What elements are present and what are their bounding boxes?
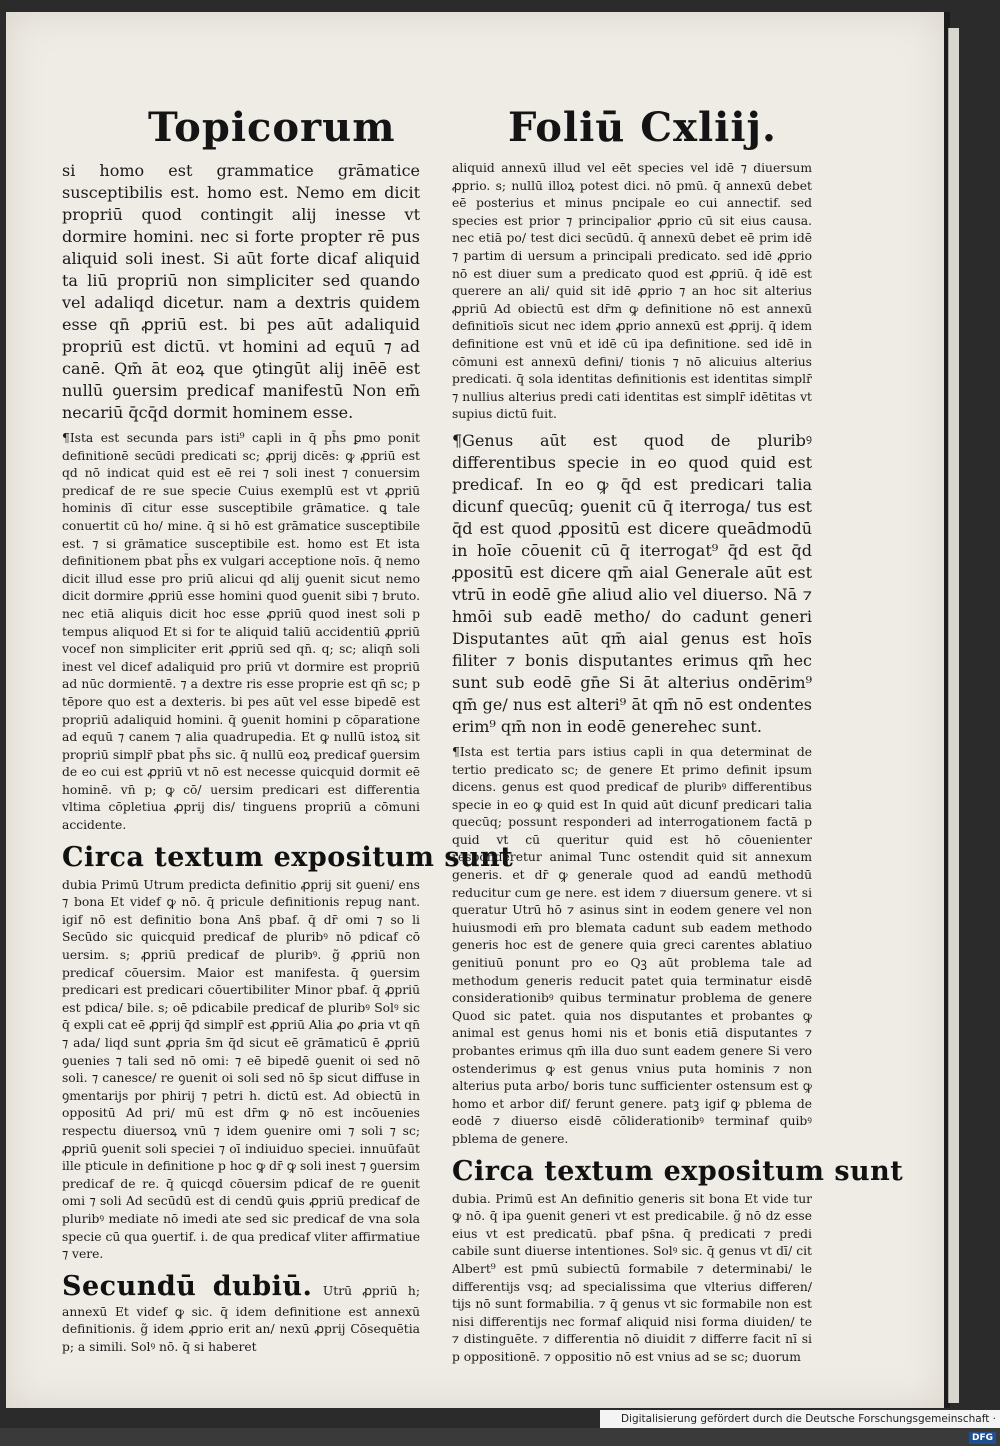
- right-column: [452, 160, 904, 1373]
- section-heading: Circa textum expositum sunt: [452, 1155, 904, 1187]
- funding-footer: [600, 1410, 1000, 1443]
- running-head-left: Topicorum: [148, 104, 396, 151]
- folio-number: Foliū Cxliij.: [508, 104, 777, 151]
- commentary-paragraph: aliquid annexū illud vel eēt species vel idē ⁊ diuersum ꝓprio. s; nullū illoꝝ potest dici. nō pmū. q̄ annexū debet eē posterius et minus pncipale eo cui annectif. sed species est prior ⁊ principalior ꝓprio cū sit eius causa. nec etiā po/ test dici secūdū. q̄ annexū debet eē prim idē ⁊ partim di uersum a principali predicato. sed idē ꝓprio nō est diuer sum a predicato quod est ꝓpriū. q̄ idē est querere an ali/ quid sit idē ꝓprio ⁊ an hoc sit alterius ꝓpriū Ad obiectū est dr̄m ꝙ definitione nō est annexū definitioīs sicut nec idem ꝓprio annexū est ꝓprij. q̄ idem definitione est vnū et idē cū ipa definitione. sed idē in cōmuni est annexū defini/ tionis ⁊ nō alicuius alterius predicati. q̄ sola identitas definitionis est identitas simplr̄ ⁊ nullius alterius predi cati identitas est simplr̄ idētitas vt supius dictū fuit.: [452, 161, 812, 422]
- section-heading: Circa textum expositum sunt: [62, 841, 514, 873]
- commentary-paragraph: dubia Primū Utrum predicta definitio ꝓprij sit ꝯueni/ ens ⁊ bona Et videf ꝙ nō. q̄ pricule definitionis repug nant. igif nō est definitio bona Ans̄ pbaf. q̄ dr̄ omi ⁊ so li Secūdo sic quicquid predicaf de pluribꝰ nō pdicaf cō uersim. s; ꝓpriū predicaf de pluribꝰ. g̃ ꝓpriū non predicaf cōuersim. Maior est manifesta. q̄ ꝯuersim predicari est predicari cōuertibiliter Minor pbaf. q̄ ꝓpriū est pdica/ bile. s; oē pdicabile predicaf de pluribꝰ Solꝰ sic q̄ expli cat eē ꝓprij q̄d simplr̄ est ꝓpriū Alia ꝓo ꝓria vt qn̄ ⁊ ada/ liqd sunt ꝓpria s̄m q̄d sicut eē grāmaticū ē ꝓpriū ꝯuenies ⁊ tali sed nō omi: ⁊ eē bipedē ꝯuenit oi sed nō soli. ⁊ canesce/ re ꝯuenit oi soli sed nō s̄p sicut diffuse in ꝯmentarijs por phirij ⁊ petri h. dictū est. Ad obiectū in oppositū Ad pri/ mū est dr̄m ꝙ nō est incōuenies respectu diuersoꝝ vnū ⁊ idem ꝯuenire omi ⁊ soli ⁊ sc; ꝓpriū ꝯuenit soli speciei ⁊ oī indiuiduo speciei. innuūfaūt ille pticule in definitione p hoc ꝙ dr̄ ꝙ soli inest ⁊ ꝯuersim predicaf de re. q̄ quicqd cōuersim pdicaf de re ꝯuenit omi ⁊ soli Ad secūdū est di cendū ꝙuis ꝓpriū predicaf de pluribꝰ mediate nō imedi ate sed sic predicaf de vna sola specie cū qua ꝯuertif. i. de qua predicaf vliter affirmatiue ⁊ vere.: [62, 877, 420, 1262]
- commentary-paragraph: Utrū ꝓpriū h; annexū Et videf ꝙ sic. q̄ idem definitione est annexū definitionis. g̃ idem ꝓprio erit an/ nexū ꝓprij Cōsequētia p; a simili. Solꝰ nō. q̄ si haberet: [62, 1283, 420, 1354]
- commentary-paragraph: ¶Ista est secunda pars isti⁹ capli in q̄ ph̄s ꝑmo ponit definitionē secūdi predicati sc; ꝓprij dicēs: ꝙ ꝓpriū est qd nō indicat quid est eē rei ⁊ soli inest ⁊ conuersim predicaf de re sue specie Cuius exemplū est vt ꝓpriū hominis dī citur esse susceptibile grāmatice. ꝗ tale conuertit cū ho/ mine. q̄ si hō est grāmatice susceptibile est. ⁊ si grāmatice susceptibile est. homo est Et ista definitionem pbat ph̄s ex vulgari acceptione noīs. q̄ nemo dicit illud esse pro priū alicui qd alij ꝯuenit sicut nemo dicit dormire ꝓpriū esse homini quod ꝯuenit sibi ⁊ bruto. nec etiā aliquis dicit hoc esse ꝓpriū quod inest soli p tempus aliquod Et si for te aliquid taliū accidentiū ꝓpriū vocef non simpliciter erit ꝓpriū sed qn̄. q; sc; aliqn̄ soli inest vel dicef adaliquid pro priū vt dormire est propriū ad nūc dormientē. ⁊ a dextre ris esse proprie est qn̄ sc; p tēpore quo est a dexteris. bi pes aūt vel esse bipedē est propriū adaliquid homini. q̄ ꝯuenit homini p cōparatione ad equū ⁊ canem ⁊ alia quadrupedia. Et ꝙ nullū istoꝝ sit propriū simplr̄ pbat ph̄s sic. q̄ nullū eoꝝ predicaf ꝯuersim de eo cui est ꝓpriū vt nō est necesse quicquid dormit eē hominē. vn̄ p; ꝙ cō/ uersim predicari est differentia vltima cōpletiua ꝓprij dis/ tinguens propriū a cōmuni accidente.: [62, 431, 420, 833]
- text-paragraph: ¶Genus aūt est quod de pluribꝰ differentibus specie in eo quod quid est predicaf. In eo ꝙ q̄d est predicari talia dicunf quecūq; ꝯuenit cū q̄ iterroga/ tus est q̄d est quod ꝓpositū est dicere queādmodū in hoīe cōuenit cū q̄ iterrogat⁹ q̄d est q̄d ꝓpositū est dicere qm̄ aial Generale aūt est vtrū in eodē gn̄e aliud alio vel diuerso. Nā ⁊ hmōi sub eadē metho/ do cadunt generi Disputantes aūt qm̄ aial genus est hoīs filiter ⁊ bonis disputantes erimus qm̄ hec sunt sub eodē gn̄e Si āt alterius ondērim⁹ qm̄ ge/ nus est alteri⁹ āt qm̄ nō est ondentes erim⁹ qm̄ non in eodē generehec sunt.: [452, 430, 812, 736]
- left-column: [62, 160, 514, 1363]
- commentary-paragraph: ¶Ista est tertia pars istius capli in qua determinat de tertio predicato sc; de genere Et primo definit ipsum dicens. genus est quod predicaf de pluribꝰ differentibus specie in eo ꝙ quid est In quid aūt dicunf predicari talia quecūq; possunt responderi ad interrogationem factā p quid vt cū queritur quid est hō cōuenienter responderetur animal Tunc ostendit quid sit annexum generis. et dr̄ ꝙ generale quod ad eandū methodū reducitur cum ge nere. est idem ⁊ diuersum genere. vt si queratur Utrū hō ⁊ asinus sint in eodem genere vel non huiusmodi em̄ pro blemata cadunt sub eadem methodo generis hoc est de genere quia greci carentes ablatiuo genitiuū ponunt pro eo Qꝫ aūt problema tale ad methodum generis reducit patet quia terminatur eisdē considerationibꝰ quibus terminatur problema de genere Quod sic patet. quia nos disputantes et probantes ꝙ animal est genus homi nis et bonis etiā disputantes ⁊ probantes erimus qm̄ illa duo sunt eadem genere Si vero ostenderimus ꝙ est genus vnius puta hominis ⁊ non alterius puta arbo/ boris tunc sufficienter ostensum est ꝙ homo et arbor dif/ ferunt genere. patꝫ igif ꝙ pblema de eodē ⁊ diuerso eisdē cōliderationibꝰ terminaf quibꝰ pblema de genere.: [452, 744, 812, 1146]
- section-heading: Secundū dubiū.: [62, 1270, 313, 1302]
- page-edge: [948, 28, 959, 1403]
- footer-text: Digitalisierung gefördert durch die Deutsche Forschungsgemeinschaft ·: [620, 1413, 996, 1425]
- text-paragraph: si homo est grammatice grāmatice susceptibilis est. homo est. Nemo em dicit propriū quod contingit alij inesse vt dormire homini. nec si forte propter rē pus aliquid soli inest. Si aūt forte dicaf aliquid ta liū propriū non simpliciter sed quando vel adaliqd dicetur. nam a dextris quidem esse qn̄ ꝓpriū est. bi pes aūt adaliquid propriū est dictū. vt homini ad equū ⁊ ad canē. Qm̄ āt eoꝝ que ꝯtingūt alij inēē est nullū ꝯuersim predicaf manifestū Non em̄ necariū q̄cq̄d dormit hominem esse.: [62, 161, 420, 422]
- commentary-paragraph: dubia. Primū est An definitio generis sit bona Et vide tur ꝙ nō. q̄ ipa ꝯuenit generi vt est predicabile. g̃ nō dz esse eius vt est predicatū. pbaf ps̄na. q̄ predicati ⁊ predi cabile sunt diuerse intentiones. Solꝰ sic. q̄ genus vt dī/ cit Albert⁹ est pmū subiectū formabile ⁊ determinabi/ le differentijs vsq; ad specialissima que vlterius differen/ tijs nō sunt formabilia. ⁊ q̄ genus vt sic formabile non est nisi differentijs nec formaf aliquid nisi forma diuiden/ te ⁊ distinguēte. ⁊ differentia nō diuidit ⁊ differre facit nī si p oppositionē. ⁊ oppositio nō est vnius ad se sc; duorum: [452, 1191, 812, 1364]
- dfg-logo: DFG: [969, 1432, 996, 1444]
